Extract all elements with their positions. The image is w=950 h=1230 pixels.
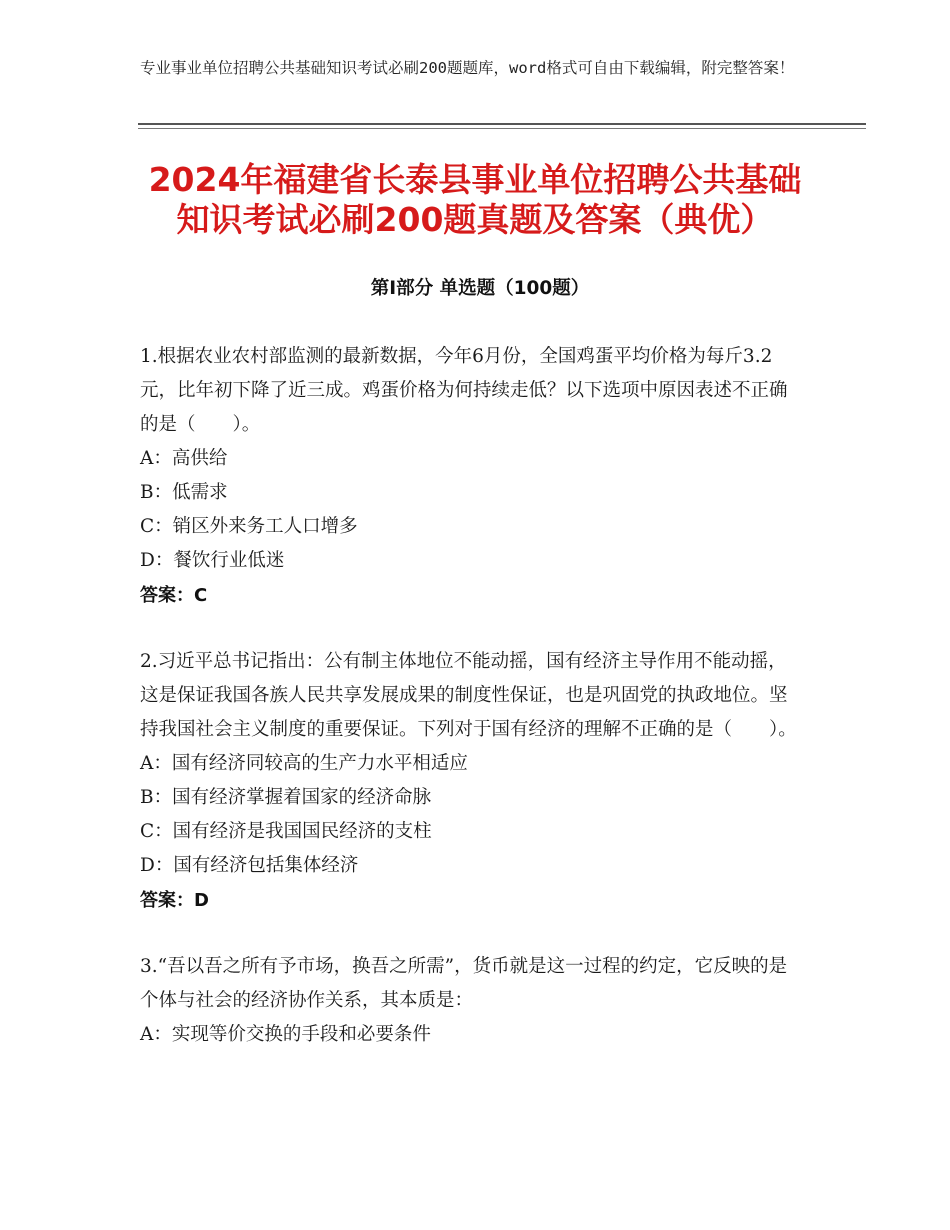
question-1: [140, 340, 800, 614]
header-note: 专业事业单位招聘公共基础知识考试必刷200题题库，word格式可自由下载编辑，附完整答案！: [140, 59, 795, 77]
question-stem: 2.习近平总书记指出：公有制主体地位不能动摇，国有经济主导作用不能动摇，这是保证我国各族人民共享发展成果的制度性保证，也是巩固党的执政地位。坚持我国社会主义制度的重要保证。下列对于国有经济的理解不正确的是（ ）。: [140, 651, 797, 740]
option-b: B：国有经济掌握着国家的经济命脉: [140, 787, 432, 808]
header-rule-thin: [138, 128, 866, 129]
question-3: [140, 950, 800, 1052]
question-stem: 3.“吾以吾之所有予市场，换吾之所需”，货币就是这一过程的约定，它反映的是个体与社会的经济协作关系，其本质是：: [140, 956, 788, 1011]
question-2: [140, 645, 800, 919]
option-a: A：高供给: [140, 448, 228, 469]
option-a: A：国有经济同较高的生产力水平相适应: [140, 753, 468, 774]
document-title: [120, 160, 830, 240]
section-title: 第Ⅰ部分 单选题（100题）: [370, 278, 590, 299]
option-b: B：低需求: [140, 482, 228, 503]
answer: 答案：D: [140, 890, 209, 911]
title-line-2: 知识考试必刷200题真题及答案（典优）: [176, 200, 774, 239]
option-c: C：国有经济是我国国民经济的支柱: [140, 821, 432, 842]
header-rule-thick: [138, 123, 866, 125]
question-list: [140, 340, 800, 1083]
option-c: C：销区外来务工人口增多: [140, 516, 358, 537]
question-stem: 1.根据农业农村部监测的最新数据，今年6月份，全国鸡蛋平均价格为每斤3.2元，比年初下降了近三成。鸡蛋价格为何持续走低？以下选项中原因表述不正确的是（ ）。: [140, 346, 788, 435]
option-d: D：餐饮行业低迷: [140, 550, 285, 571]
option-d: D：国有经济包括集体经济: [140, 855, 359, 876]
option-a: A：实现等价交换的手段和必要条件: [140, 1024, 431, 1045]
answer: 答案：C: [140, 585, 208, 606]
title-line-1: 2024年福建省长泰县事业单位招聘公共基础: [148, 160, 802, 199]
